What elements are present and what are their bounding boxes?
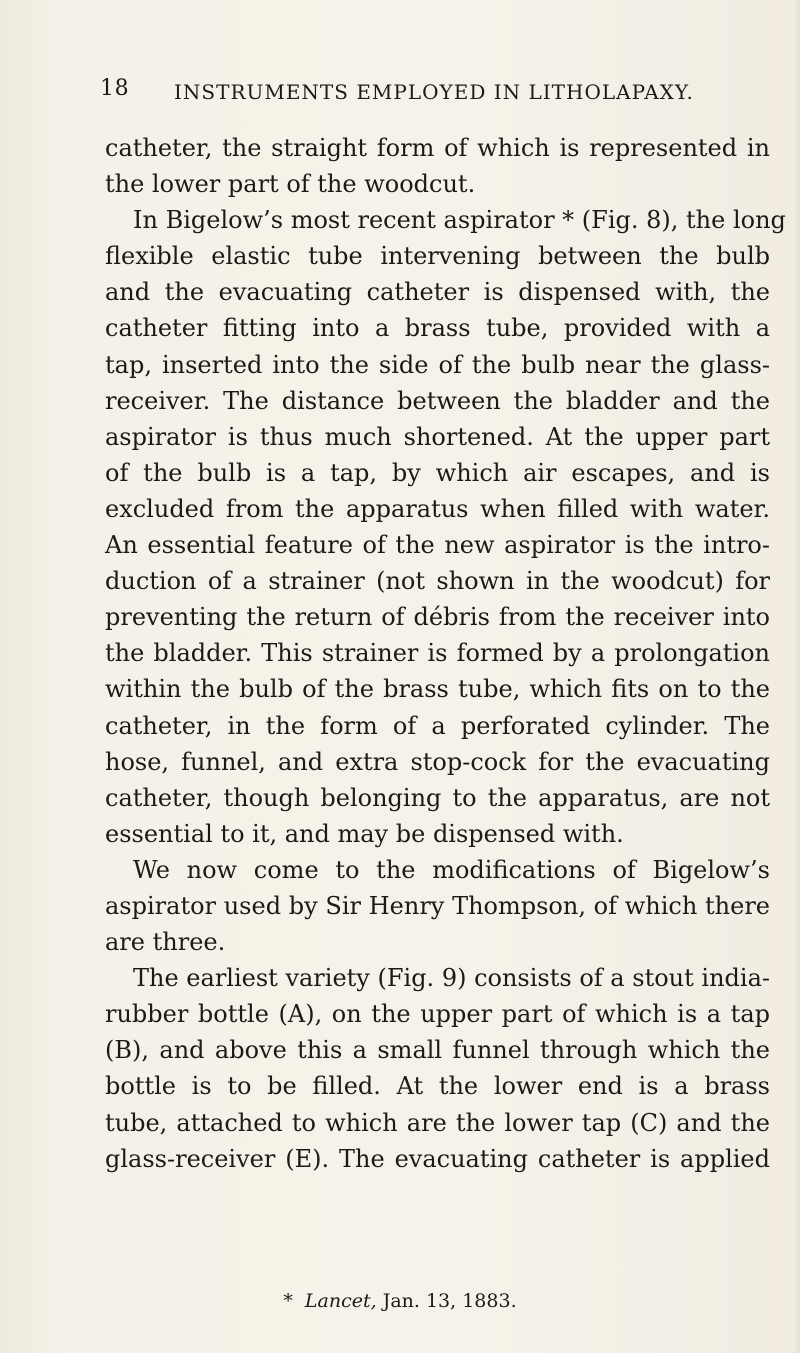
- footnote-source: Lancet,: [304, 1290, 377, 1312]
- text-line: within the bulb of the brass tube, which fits on to the: [105, 675, 770, 704]
- text-line: rubber bottle (A), on the upper part of which is a tap: [105, 1000, 770, 1029]
- text-line: An essential feature of the new aspirator is the intro-: [105, 531, 770, 560]
- text-line: catheter, though belonging to the apparatus, are not: [105, 783, 770, 812]
- page-number: 18: [100, 76, 130, 101]
- footnote-marker: *: [283, 1290, 293, 1312]
- text-line: receiver. The distance between the bladder and the: [105, 386, 770, 415]
- text-line: preventing the return of débris from the receiver into: [105, 603, 770, 632]
- text-line: duction of a strainer (not shown in the woodcut) for: [105, 567, 770, 596]
- body-text: [105, 130, 786, 1177]
- text-line: catheter fitting into a brass tube, provided with a: [105, 314, 770, 343]
- text-line: hose, funnel, and extra stop-cock for the evacuating: [105, 747, 770, 776]
- text-line: tap, inserted into the side of the bulb near the glass-: [105, 350, 770, 379]
- text-line: aspirator is thus much shortened. At the upper part: [105, 422, 770, 451]
- page-header: [100, 76, 720, 112]
- text-line: (B), and above this a small funnel through which the: [105, 1036, 770, 1065]
- text-line: the bladder. This strainer is formed by a prolongation: [105, 639, 770, 668]
- text-line: The earliest variety (Fig. 9) consists of a stout india-: [133, 964, 770, 993]
- text-line: and the evacuating catheter is dispensed with, the: [105, 278, 770, 307]
- footnote-date: Jan. 13, 1883.: [382, 1290, 517, 1312]
- text-line: flexible elastic tube intervening between the bulb: [105, 242, 770, 271]
- text-line: catheter, the straight form of which is represented in: [105, 134, 770, 162]
- text-line: tube, attached to which are the lower tap (C) and the: [105, 1108, 770, 1137]
- text-line: bottle is to be filled. At the lower end is a brass: [105, 1072, 770, 1101]
- text-line: are three.: [105, 928, 226, 957]
- text-line: the lower part of the woodcut.: [105, 170, 476, 199]
- text-line: of the bulb is a tap, by which air escapes, and is: [105, 458, 770, 487]
- page-edge-shadow: [794, 0, 800, 1353]
- text-line: glass-receiver (E). The evacuating catheter is applied: [105, 1144, 770, 1173]
- text-line: essential to it, and may be dispensed with.: [105, 819, 624, 848]
- footnote: [0, 1290, 800, 1312]
- text-line: catheter, in the form of a perforated cylinder. The: [105, 711, 770, 740]
- text-line: aspirator used by Sir Henry Thompson, of which there: [105, 891, 770, 920]
- text-line: We now come to the modifications of Bigelow’s: [133, 855, 770, 884]
- text-line: excluded from the apparatus when filled with water.: [105, 494, 770, 523]
- text-line: In Bigelow’s most recent aspirator * (Fig. 8), the long: [133, 206, 786, 235]
- running-title: INSTRUMENTS EMPLOYED IN LITHOLAPAXY.: [174, 80, 694, 104]
